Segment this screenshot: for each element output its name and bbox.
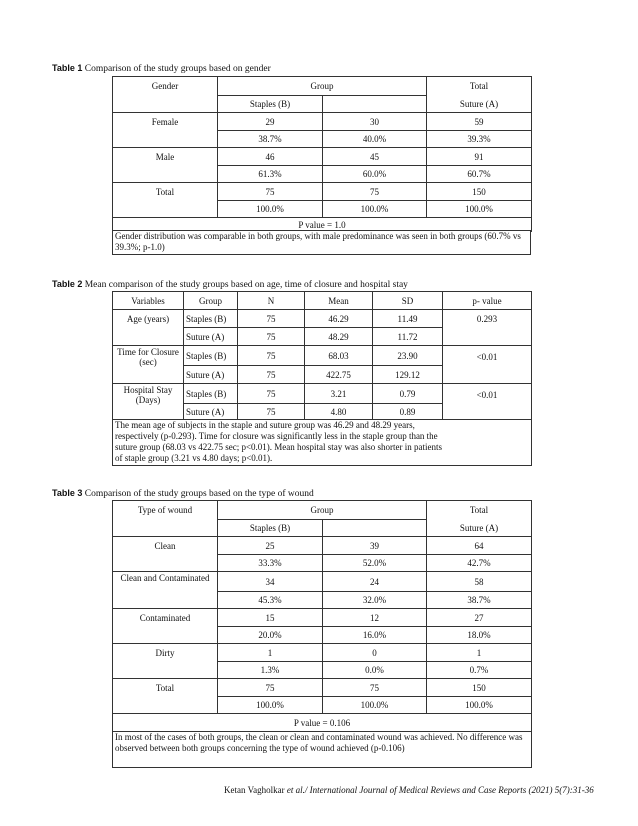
t3-cell: 1.3% [218,662,323,679]
t3-cell: 33.3% [218,555,323,572]
t1-cell: 29 [218,113,323,131]
t2-cell: 4.80 [305,404,373,420]
t1-row-label: Male [113,148,218,183]
t2-cell: 23.90 [373,346,443,366]
t1-header-staples: Staples (B) [218,96,323,113]
t3-cell: 0 [323,644,427,662]
footer-journal: et al./ International Journal of Medical Reviews and Case Reports (2021) 5(7):31-36 [286,785,594,795]
table3-caption [52,488,314,499]
t1-cell: 30 [323,113,427,131]
t2-cell-group: Suture (A) [184,366,238,384]
t3-header-total: Total [427,501,532,520]
t2-row-label: Time for Closure (sec) [113,346,184,384]
t3-cell: 32.0% [323,592,427,609]
t2-cell: 46.29 [305,310,373,328]
t1-header-total: Total [427,77,532,96]
t1-header-blank [113,96,218,113]
t2-cell: 48.29 [305,328,373,346]
t3-cell: 25 [218,537,323,555]
t2-cell: 75 [238,328,305,346]
t3-cell: 1 [427,644,532,662]
t2-cell-group: Suture (A) [184,404,238,420]
table1-note-box [112,230,531,255]
t2-cell: 75 [238,404,305,420]
t2-cell-group: Suture (A) [184,328,238,346]
t3-cell: 0.0% [323,662,427,679]
t3-cell: 1 [218,644,323,662]
t1-cell: 39.3% [427,131,532,148]
t3-cell: 150 [427,679,532,697]
t1-cell: 46 [218,148,323,166]
t2-cell: 129.12 [373,366,443,384]
t3-row-label: Contaminated [113,609,218,644]
t3-cell: 16.0% [323,627,427,644]
t2-cell: 75 [238,366,305,384]
t3-row-label: Clean [113,537,218,572]
t1-header-group: Group [218,77,427,96]
t3-cell: 20.0% [218,627,323,644]
t3-cell: 100.0% [323,697,427,714]
t2-cell: 68.03 [305,346,373,366]
t2-cell-group: Staples (B) [184,310,238,328]
table3-caption-label: Table 3 [52,488,83,498]
t2-pvalue: <0.01 [443,346,532,384]
t3-header-blank [113,520,218,537]
t3-note: In most of the cases of both groups, the clean or clean and contaminated wound was achieved. No difference was observed between both groups concerning the type of wound achieved (p-0.106) [113,732,532,768]
t1-cell: 91 [427,148,532,166]
t1-cell: 75 [323,183,427,201]
t2-cell-group: Staples (B) [184,384,238,404]
t1-cell: 60.0% [323,166,427,183]
t3-row-label: Total [113,679,218,714]
t2-header: SD [373,292,443,310]
t3-cell: 58 [427,572,532,592]
t2-pvalue: 0.293 [443,310,532,346]
t3-cell: 24 [323,572,427,592]
t3-cell: 100.0% [427,697,532,714]
t3-cell: 27 [427,609,532,627]
t2-cell-group: Staples (B) [184,346,238,366]
t2-header: Mean [305,292,373,310]
t3-cell: 34 [218,572,323,592]
t3-cell: 100.0% [218,697,323,714]
t3-row-label: Clean and Contaminated [113,572,218,609]
t2-row-label: Hospital Stay (Days) [113,384,184,420]
t2-pvalue: <0.01 [443,384,532,420]
t2-row-label: Age (years) [113,310,184,346]
t2-header: N [238,292,305,310]
t2-cell: 11.72 [373,328,443,346]
table2 [112,291,532,466]
t1-cell: 100.0% [427,201,532,218]
t3-row-label: Dirty [113,644,218,679]
t1-cell: 61.3% [218,166,323,183]
t3-cell: 52.0% [323,555,427,572]
t3-header-staples: Staples (B) [218,520,323,537]
table2-caption-label: Table 2 [52,279,83,289]
t2-cell: 0.79 [373,384,443,404]
t1-header-gender: Gender [113,77,218,96]
t1-cell: 60.7% [427,166,532,183]
t2-header: p- value [443,292,532,310]
t1-header-suture: Suture (A) [427,96,532,113]
t1-cell: 150 [427,183,532,201]
t1-cell: 100.0% [218,201,323,218]
t3-cell: 75 [218,679,323,697]
page-footer [224,785,594,795]
t3-cell: 15 [218,609,323,627]
t1-row-label: Female [113,113,218,148]
t2-header: Variables [113,292,184,310]
t3-cell: 64 [427,537,532,555]
t1-pvalue: P value = 1.0 [113,218,532,232]
t2-cell: 11.49 [373,310,443,328]
t1-cell: 75 [218,183,323,201]
t2-cell: 0.89 [373,404,443,420]
t2-note: The mean age of subjects in the staple and suture group was 46.29 and 48.29 years, respectively (p-0.293). Time for closure was significantly less in the staple group than the suture group (68.03 vs 422.75 sec; p<0.01). Mean hospital stay was also shorter in patients of staple group (3.21 vs 4.80 days; p<0.01). [113,420,532,466]
t1-header-blank2 [323,96,427,113]
t3-cell: 45.3% [218,592,323,609]
t1-cell: 100.0% [323,201,427,218]
t2-cell: 3.21 [305,384,373,404]
t3-header-type: Type of wound [113,501,218,520]
t3-header-blank2 [323,520,427,537]
t3-header-suture: Suture (A) [427,520,532,537]
t1-cell: 59 [427,113,532,131]
t2-cell: 75 [238,384,305,404]
footer-author: Ketan Vagholkar [224,785,285,795]
table3 [112,500,532,768]
t3-cell: 18.0% [427,627,532,644]
t3-cell: 38.7% [427,592,532,609]
t3-cell: 39 [323,537,427,555]
table1-caption-text: Comparison of the study groups based on gender [84,64,271,74]
t3-cell: 42.7% [427,555,532,572]
table2-caption [52,279,408,290]
t2-header: Group [184,292,238,310]
t2-cell: 75 [238,310,305,328]
table2-caption-text: Mean comparison of the study groups based on age, time of closure and hospital stay [84,280,408,290]
table1-caption [52,63,271,74]
table1 [112,76,532,232]
t2-cell: 75 [238,346,305,366]
t1-note: Gender distribution was comparable in both groups, with male predominance was seen in both groups (60.7% vs 39.3%; p-1.0) [113,231,531,255]
table1-caption-label: Table 1 [52,63,83,73]
t3-pvalue: P value = 0.106 [113,714,532,732]
t3-cell: 0.7% [427,662,532,679]
t1-cell: 38.7% [218,131,323,148]
t3-header-group: Group [218,501,427,520]
t1-cell: 45 [323,148,427,166]
t2-cell: 422.75 [305,366,373,384]
t3-cell: 75 [323,679,427,697]
t3-cell: 12 [323,609,427,627]
table3-caption-text: Comparison of the study groups based on the type of wound [84,489,314,499]
t1-row-label: Total [113,183,218,218]
t1-cell: 40.0% [323,131,427,148]
